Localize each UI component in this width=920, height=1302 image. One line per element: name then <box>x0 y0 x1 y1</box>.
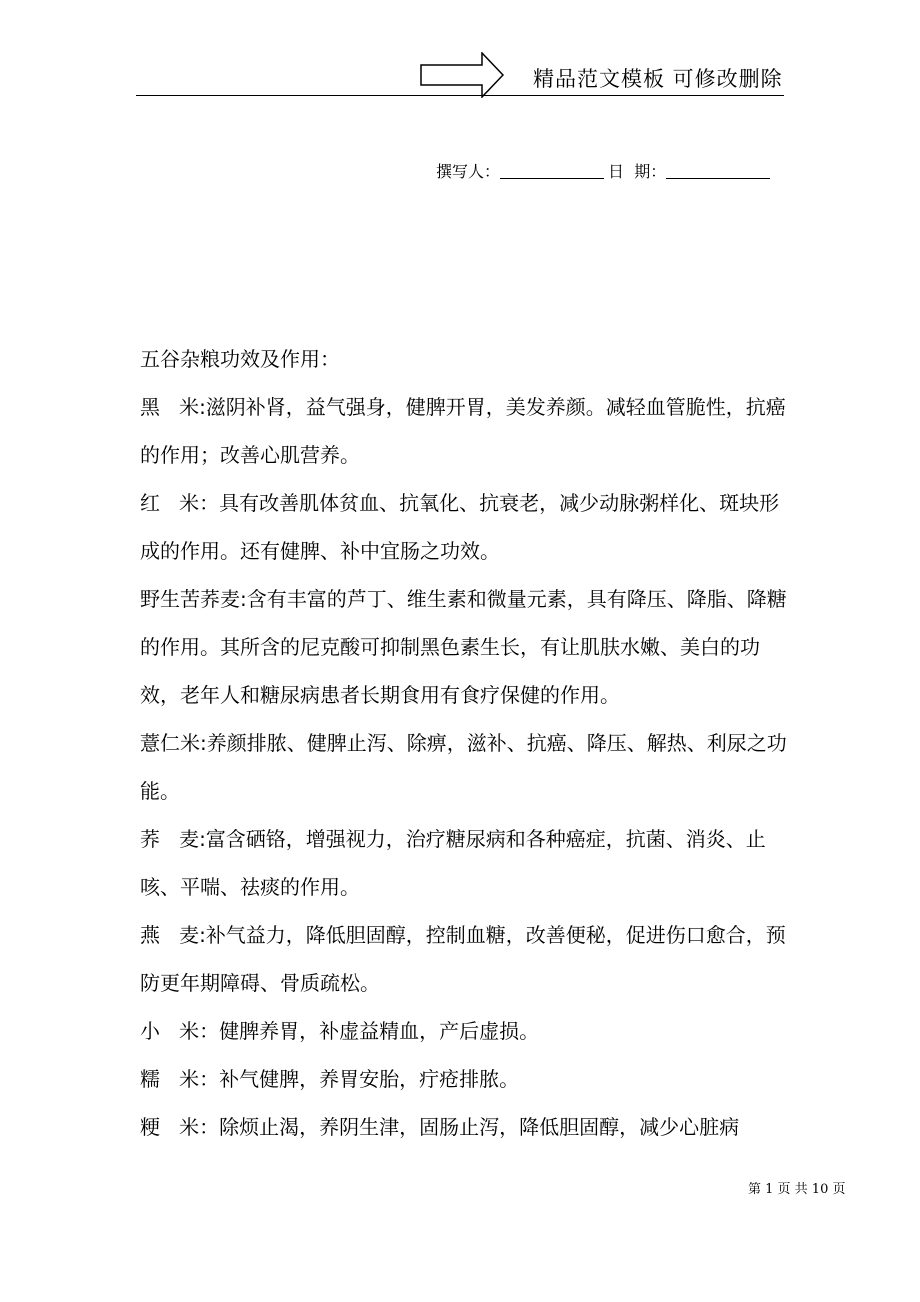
grain-entry <box>140 479 795 575</box>
grain-term: 糯 米： <box>140 1067 220 1091</box>
header-divider <box>136 95 784 96</box>
grain-description: 滋阴补肾，益气强身，健脾开胃，美发养颜。减轻血管脆性，抗癌的作用；改善心肌营养。 <box>140 395 786 467</box>
author-label: 撰写人： <box>436 162 501 181</box>
grain-entry <box>140 1055 795 1103</box>
grain-term: 黑 米: <box>140 395 206 419</box>
grain-entry <box>140 1007 795 1055</box>
arrow-icon <box>420 52 504 98</box>
grain-term: 小 米： <box>140 1019 220 1043</box>
grain-entry <box>140 911 795 1007</box>
grain-term: 荞 麦: <box>140 827 206 851</box>
grain-term: 野生苦荞麦: <box>140 587 247 611</box>
grain-description: 富含硒铬，增强视力，治疗糖尿病和各种癌症，抗菌、消炎、止咳、平喘、祛痰的作用。 <box>140 827 766 899</box>
author-date-line <box>436 160 770 184</box>
grain-entry <box>140 719 795 815</box>
grain-description: 具有改善肌体贫血、抗氧化、抗衰老，减少动脉粥样化、斑块形成的作用。还有健脾、补中宜肠之功效。 <box>140 491 780 563</box>
grain-term: 粳 米： <box>140 1115 220 1139</box>
page-indicator: 第 1 页 共 10 页 <box>748 1182 846 1197</box>
section-heading: 五谷杂粮功效及作用： <box>140 347 340 371</box>
grain-term: 燕 麦: <box>140 923 206 947</box>
grain-description: 养颜排脓、健脾止泻、除痹，滋补、抗癌、降压、解热、利尿之功能。 <box>140 731 787 803</box>
date-field[interactable] <box>666 162 770 179</box>
grain-entry <box>140 1103 795 1151</box>
grain-description: 含有丰富的芦丁、维生素和微量元素，具有降压、降脂、降糖的作用。其所含的尼克酸可抑制黑色素生长，有让肌肤水嫩、美白的功效，老年人和糖尿病患者长期食用有食疗保健的作用。 <box>140 587 787 707</box>
grain-entry <box>140 383 795 479</box>
header-title: 精品范文模板 可修改删除 <box>533 67 783 91</box>
grain-description: 补气益力，降低胆固醇，控制血糖，改善便秘，促进伤口愈合，预防更年期障碍、骨质疏松。 <box>140 923 786 995</box>
grain-entry <box>140 575 795 719</box>
grain-entry <box>140 815 795 911</box>
grain-description: 补气健脾，养胃安胎，疔疮排脓。 <box>219 1067 520 1091</box>
author-field[interactable] <box>500 162 604 179</box>
grain-description: 除烦止渴，养阴生津，固肠止泻，降低胆固醇，减少心脏病 <box>219 1115 740 1139</box>
date-label: 日 期： <box>608 162 667 181</box>
grain-description: 健脾养胃，补虚益精血，产后虚损。 <box>219 1019 540 1043</box>
grain-term: 红 米： <box>140 491 220 515</box>
document-body <box>140 335 795 1151</box>
grain-term: 薏仁米: <box>140 731 207 755</box>
